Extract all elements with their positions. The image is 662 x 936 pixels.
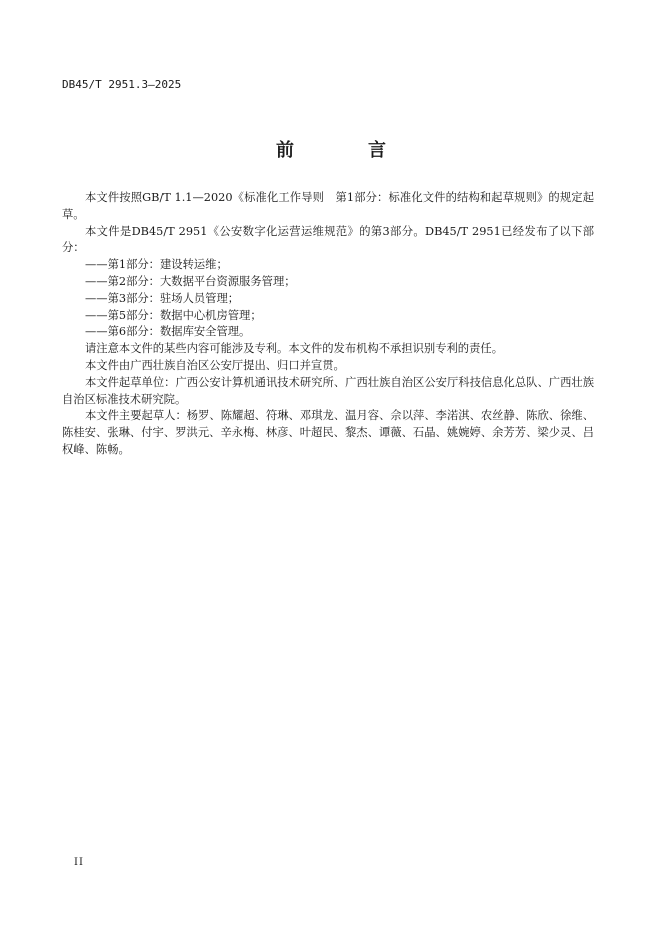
paragraph-proposer: 本文件由广西壮族自治区公安厅提出、归口并宣贯。 xyxy=(85,358,345,372)
page-title: 前 言 xyxy=(276,140,414,161)
paragraph-drafting-units: 本文件起草单位：广西公安计算机通讯技术研究所、广西壮族自治区公安厅科技信息化总队、广西壮族自治区标准技术研究院。 xyxy=(62,375,594,406)
paragraph-drafting-rules: 本文件按照GB/T 1.1—2020《标准化工作导则 第1部分：标准化文件的结构和起草规则》的规定起草。 xyxy=(62,191,594,221)
paragraph-drafters: 本文件主要起草人：杨罗、陈耀超、符琳、邓琪龙、温月容、佘以萍、李渃淇、农丝静、陈欣、徐维、陈桂安、张琳、付宇、罗洪元、辛永梅、林彦、叶超民、黎杰、谭薇、石晶、姚婉婷、余芳芳、梁少灵、吕权峰、陈畅。 xyxy=(62,409,594,456)
list-item-part-3: ——第3部分：驻场人员管理； xyxy=(85,291,240,305)
list-item-part-5: ——第5部分：数据中心机房管理； xyxy=(85,308,262,322)
paragraph-series-parts: 本文件是DB45/T 2951《公安数字化运营运维规范》的第3部分。DB45/T 2951已经发布了以下部分： xyxy=(62,224,594,255)
list-item-part-1: ——第1部分：建设转运维； xyxy=(85,258,228,272)
list-item-part-6: ——第6部分：数据库安全管理。 xyxy=(85,325,251,339)
page-number: II xyxy=(74,857,84,868)
paragraph-patent-notice: 请注意本文件的某些内容可能涉及专利。本文件的发布机构不承担识别专利的责任。 xyxy=(85,342,503,356)
document-code: DB45/T 2951.3—2025 xyxy=(62,78,182,91)
list-item-part-2: ——第2部分：大数据平台资源服务管理； xyxy=(85,274,296,288)
body-text xyxy=(62,190,594,459)
